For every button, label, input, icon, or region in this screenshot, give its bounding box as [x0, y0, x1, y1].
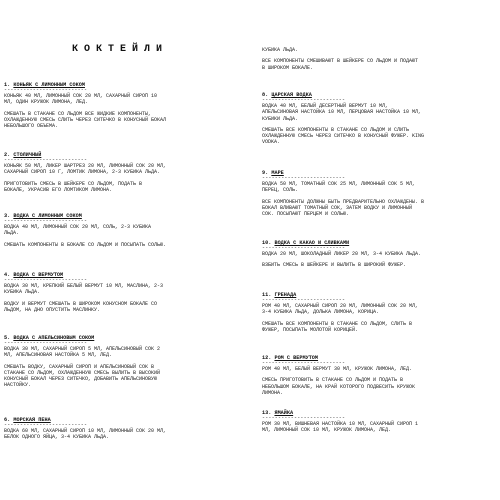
dashed-rule: -------------------------- — [4, 340, 88, 346]
ingredient-line: КОНЬЯК 40 МЛ, ЛИМОННЫЙ СОК 20 МЛ, САХАРНЫЙ СИРОП 10 — [4, 93, 158, 99]
method-line: БОКАЛЕ, УКРАСИВ ЕГО ЛОМТИКОМ ЛИМОНА. — [4, 186, 113, 193]
method-line: СМЕШАТЬ ВОДКУ, САХАРНЫЙ СИРОП И АПЕЛЬСИНОВЫЙ СОК В — [4, 363, 155, 370]
ingredient-line: 3-4 КУБИКА ЛЬДА, ДОЛЬКА ЛИМОНА, КОРИЦА. — [262, 309, 380, 316]
recipe-name: ЦАРСКАЯ ВОДКА — [271, 92, 312, 98]
ingredient-line: ВОДКА 30 МЛ, САХАРНЫЙ СИРОП 5 МЛ, АПЕЛЬСИНОВЫЙ СОК 2 — [4, 346, 161, 352]
ingredient-line: ВОДКА 60 МЛ, САХАРНЫЙ СИРОП 10 МЛ, ЛИМОННЫЙ СОК 20 МЛ, — [4, 428, 167, 434]
method-line: ФУЖЕР, ПОСЫПАТЬ МОЛОТОЙ КОРИЦЕЙ. — [262, 326, 359, 333]
ingredient-line: АПЕЛЬСИНОВАЯ НАСТОЙКА 10 МЛ, ПЕРЦОВАЯ НАСТОЙКА 10 МЛ, — [262, 109, 422, 116]
ingredient-line: РОМ 30 МЛ, ВИШНЕВАЯ НАСТОЙКА 10 МЛ, САХАРНЫЙ СИРОП 1 — [262, 421, 419, 427]
method-line: СОК. ПОСЫПАЮТ ПЕРЦЕМ И СОЛЬЮ. — [262, 211, 350, 218]
continuation-block — [262, 47, 496, 71]
ingredient-line: ВОДКА 30 МЛ, КРЕПКИЙ БЕЛЫЙ ВЕРМУТ 10 МЛ, МАСЛИНА, 2-3 — [4, 283, 164, 289]
dashed-rule: -------------------------- — [4, 87, 88, 93]
ingredient-line: КОНЬЯК 50 МЛ, ЛИКЕР ШАРТРЕЗ 20 МЛ, ЛИМОННЫЙ СОК 20 МЛ, — [4, 163, 167, 169]
recipe-number: 11. — [262, 292, 275, 298]
recipe-section — [262, 170, 496, 217]
recipe-section — [262, 292, 496, 333]
method-line: СМЕШАТЬ ВСЕ КОМПОНЕНТЫ В СТАКАНЕ СО ЛЬДОМ, СЛИТЬ В — [262, 320, 413, 327]
ingredient-line: ВОДКА 50 МЛ, ТОМАТНЫЙ СОК 25 МЛ, ЛИМОННЫЙ СОК 5 МЛ, — [262, 181, 416, 187]
recipe-number: 12. — [262, 355, 275, 361]
ingredient-line: ПЕРЕЦ, СОЛЬ. — [262, 187, 299, 194]
recipe-name: ЯМАЙКА — [274, 410, 294, 416]
recipe-section — [4, 335, 244, 389]
ingredient-line: ВОДКА 40 МЛ, ЛИМОННЫЙ СОК 20 МЛ, СОЛЬ, 2-3 КУБИКА — [4, 224, 152, 230]
recipe-section — [262, 92, 496, 146]
method-line: ВСЕ КОМПОНЕНТЫ ДОЛЖНЫ БЫТЬ ПРЕДВАРИТЕЛЬНО ОХЛАЖДЕНЫ. В — [262, 198, 425, 205]
recipe-section — [4, 272, 244, 313]
ingredient-line: МЛ, ОДИН КРУЖОК ЛИМОНА, ЛЕД. — [4, 99, 89, 106]
recipe-section — [262, 410, 496, 434]
recipe-number: 10. — [262, 240, 275, 246]
ingredient-line: ЛЬДА. — [4, 230, 20, 237]
method-line: БОКАЛ ВЛИВАЮТ ТОМАТНЫЙ СОК, ЗАТЕМ ВОДКУ И ЛИМОННЫЙ — [262, 204, 413, 211]
continuation-line: В ШИРОКОМ БОКАЛЕ. — [262, 64, 314, 71]
recipe-name: ВОДКА С ЛИМОННЫМ СОКОМ — [13, 213, 82, 219]
dashed-rule: -------------------------- — [4, 422, 88, 428]
method-line: ПРИГОТОВИТЬ СМЕСЬ В ШЕЙКЕРЕ СО ЛЬДОМ, ПОДАТЬ В — [4, 180, 143, 187]
recipe-section — [262, 240, 496, 269]
ingredient-line: ВОДКА 40 МЛ, БЕЛЫЙ ДЕСЕРТНЫЙ ВЕРМУТ 10 МЛ, — [262, 103, 389, 109]
recipe-number: 8. — [262, 92, 272, 98]
recipe-number: 9. — [262, 170, 272, 176]
recipe-number: 6. — [4, 417, 14, 423]
dashed-rule: -------------------------- — [4, 157, 88, 163]
recipe-section — [4, 417, 244, 441]
recipe-name: РОМ С ВЕРМУТОМ — [274, 355, 319, 361]
dashed-rule: -------------------------- — [262, 245, 346, 251]
page-title: КОКТЕЙЛИ — [72, 44, 169, 55]
recipe-number: 5. — [4, 335, 14, 341]
ingredient-line: КУБИКА ЛЬДА. — [4, 289, 41, 296]
method-line: НЕБОЛЬШОМ БОКАЛЕ, НА КРАЙ КОТОРОГО ПОДВЕСИТЬ КРУЖОК — [262, 383, 416, 390]
recipe-number: 4. — [4, 272, 14, 278]
ingredient-line: РОМ 40 МЛ, САХАРНЫЙ СИРОП 20 МЛ, ЛИМОННЫЙ СОК 20 МЛ, — [262, 303, 419, 309]
method-line: ВЗБИТЬ СМЕСЬ В ШЕЙКЕРЕ И ВЫЛИТЬ В ШИРОКИЙ ФУЖЕР. — [262, 262, 407, 269]
dashed-rule: -------------------------- — [262, 360, 346, 366]
continuation-line: КУБИКА ЛЬДА. — [262, 47, 299, 53]
recipe-section — [4, 82, 244, 129]
recipe-number: 1. — [4, 82, 14, 88]
recipe-number: 2. — [4, 152, 14, 158]
ingredient-line: МЛ, ЛИМОННЫЙ СОК 10 МЛ, КРУЖОК ЛИМОНА, ЛЕД. — [262, 427, 392, 434]
ingredient-line: БЕЛОК ОДНОГО ЯЙЦА, 3-4 КУБИКА ЛЬДА. — [4, 434, 110, 441]
recipe-name: ВОДКА С АПЕЛЬСИНОВЫМ СОКОМ — [13, 335, 95, 341]
recipe-section — [262, 355, 496, 396]
recipe-section — [4, 213, 244, 248]
method-line: НЕБОЛЬШОГО ОБЪЕМА. — [4, 123, 59, 130]
method-line: ОХЛАЖДЕННУЮ СМЕСЬ СЛИТЬ ЧЕРЕЗ СИТЕЧКО В КОНУСНЫЙ БОКАЛ — [4, 116, 167, 123]
dashed-rule: -------------------------- — [262, 175, 346, 181]
method-line: КОНУСНЫЙ БОКАЛ ЧЕРЕЗ СИТЕЧКО, ДОБАВИТЬ АПЕЛЬСИНОВУЮ — [4, 376, 158, 383]
ingredient-line: КУБИКИ ЛЬДА. — [262, 115, 299, 122]
recipe-section — [4, 152, 244, 193]
dashed-rule: -------------------------- — [262, 415, 346, 421]
recipe-name: ВОДКА С ВЕРМУТОМ — [13, 272, 64, 278]
method-line: СМЕШАТЬ ВСЕ КОМПОНЕНТЫ В СТАКАНЕ СО ЛЬДОМ И СЛИТЬ — [262, 126, 410, 133]
ingredient-line: МЛ, АПЕЛЬСИНОВАЯ НАСТОЙКА 5 МЛ, ЛЕД. — [4, 352, 113, 359]
method-line: СМЕШАТЬ В СТАКАНЕ СО ЛЬДОМ ВСЕ ЖИДКИЕ КОМПОНЕНТЫ, — [4, 110, 152, 117]
recipe-name: ГРЕНАДА — [274, 292, 297, 298]
method-line: СМЕСЬ ПРИГОТОВИТЬ В СТАКАНЕ СО ЛЬДОМ И ПОДАТЬ В — [262, 377, 404, 384]
ingredient-line: РОМ 40 МЛ, БЕЛЫЙ ВЕРМУТ 30 МЛ, КРУЖОК ЛИМОНА, ЛЕД. — [262, 366, 413, 372]
method-line: ОХЛАЖДЕННУЮ СМЕСЬ ЧЕРЕЗ СИТЕЧКО В КОНУСНЫЙ ФУЖЕР. KING — [262, 133, 425, 140]
recipe-number: 3. — [4, 213, 14, 219]
dashed-rule: -------------------------- — [4, 277, 88, 283]
method-line: ЛИМОНА. — [262, 389, 284, 396]
method-line: VODKA. — [262, 139, 281, 146]
dashed-rule: -------------------------- — [262, 97, 346, 103]
continuation-line: ВСЕ КОМПОНЕНТЫ СМЕШИВАЮТ В ШЕЙКЕРЕ СО ЛЬДОМ И ПОДАЮТ — [262, 58, 419, 65]
ingredient-line: САХАРНЫЙ СИРОП 10 Г, ЛОМТИК ЛИМОНА, 2-3 КУБИКА ЛЬДА. — [4, 169, 161, 176]
recipe-name: МАРЕ — [271, 170, 284, 176]
recipe-name: КОНЬЯК С ЛИМОННЫМ СОКОМ — [13, 82, 85, 88]
method-line: ЛЬДОМ, НА ДНО ОПУСТИТЬ МАСЛИНКУ. — [4, 306, 101, 313]
dashed-rule: -------------------------- — [262, 297, 346, 303]
method-line: ВОДКУ И ВЕРМУТ СМЕШАТЬ В ШИРОКОМ КОНУСНОМ БОКАЛЕ СО — [4, 300, 158, 307]
dashed-rule: -------------------------- — [4, 218, 88, 224]
method-line: НАСТОЙКУ. — [4, 382, 32, 389]
method-line: СТАКАНЕ СО ЛЬДОМ, ОХЛАЖДЕННУЮ СМЕСЬ ВЫЛИТЬ В ВЫСОКИЙ — [4, 369, 161, 376]
method-line: СМЕШАТЬ КОМПОНЕНТЫ В БОКАЛЕ СО ЛЬДОМ И ПОСЫПАТЬ СОЛЬЮ. — [4, 241, 167, 248]
recipe-number: 13. — [262, 410, 275, 416]
recipe-name: МОРСКАЯ ПЕНА — [13, 417, 51, 423]
ingredient-line: ВОДКА 20 МЛ, ШОКОЛАДНЫЙ ЛИКЕР 20 МЛ, 3-4 КУБИКА ЛЬДА. — [262, 251, 422, 257]
recipe-name: ВОДКА С КАКАО И СЛИВКАМИ — [274, 240, 350, 246]
recipe-name: СТОЛИЧНЫЙ — [13, 152, 42, 158]
